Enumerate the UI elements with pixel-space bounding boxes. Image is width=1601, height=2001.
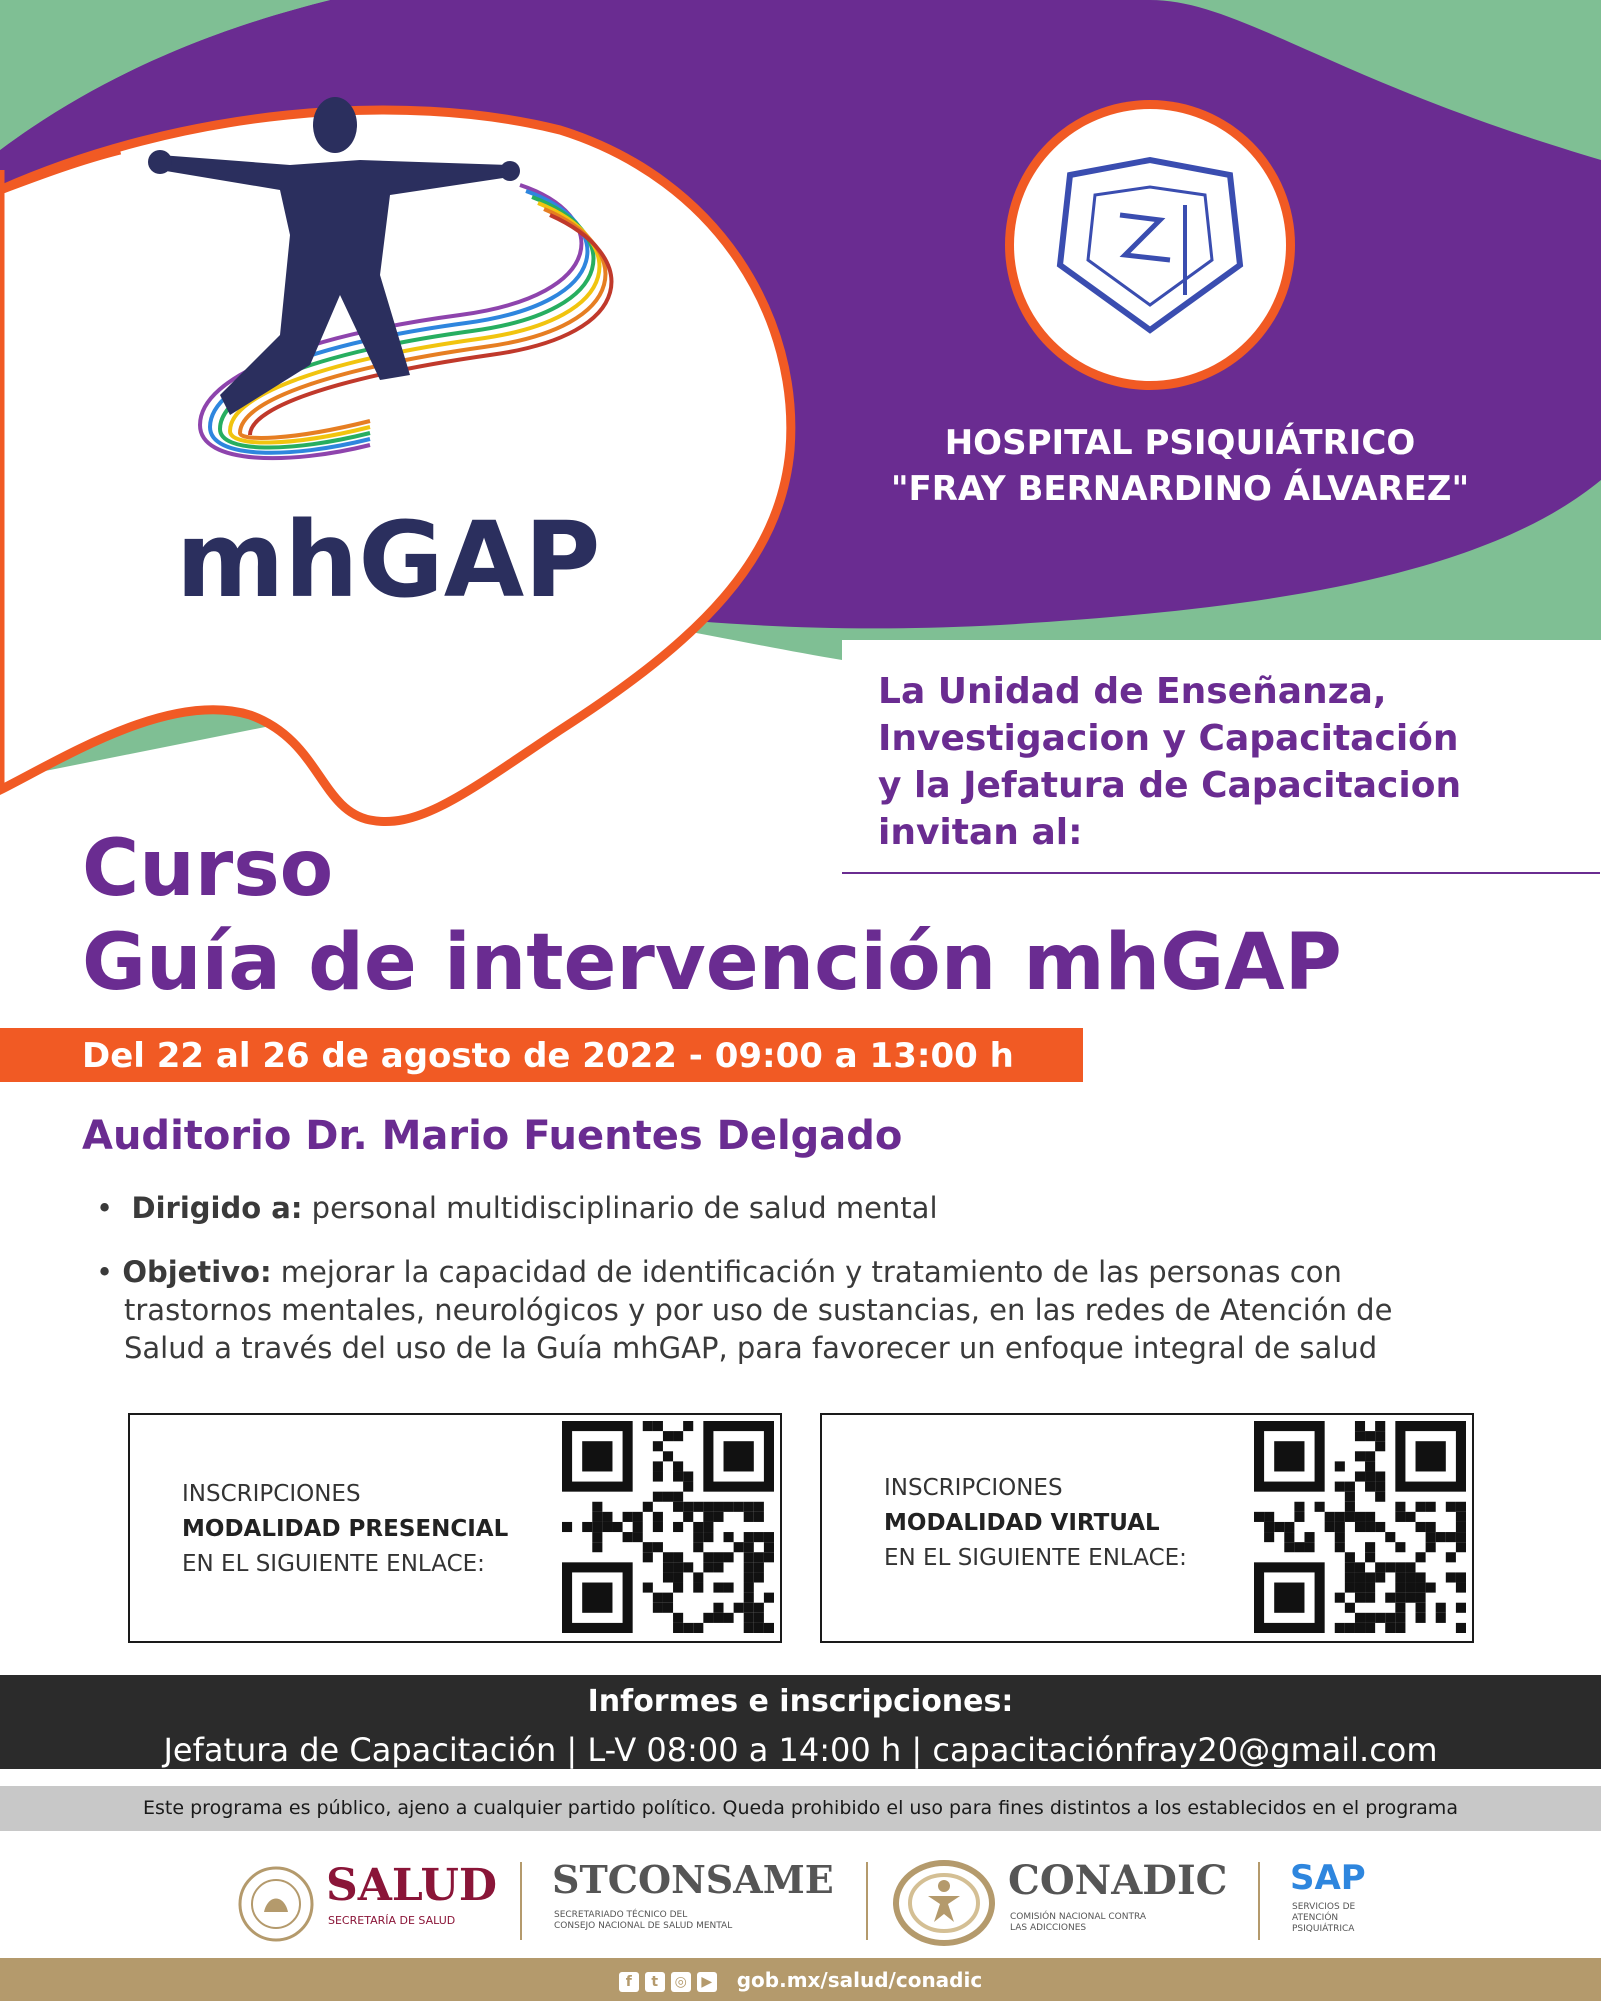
legal-disclaimer: Este programa es público, ajeno a cualquier partido político. Queda prohibido el uso para fines distintos a los establecidos en el programa	[143, 1797, 1458, 1819]
logo-separator	[1258, 1862, 1260, 1940]
objective-line3: Salud a través del uso de la Guía mhGAP, para favorecer un enfoque integral de salud	[124, 1331, 1378, 1365]
youtube-icon[interactable]: ▶	[697, 1972, 717, 1992]
sap-logo-subtitle	[1292, 1902, 1355, 1935]
mhgap-logo-icon	[130, 95, 650, 475]
salud-logo-text: SALUD	[326, 1860, 497, 1911]
course-venue: Auditorio Dr. Mario Fuentes Delgado	[82, 1113, 903, 1159]
conadic-sub1: COMISIÓN NACIONAL CONTRA	[1010, 1912, 1146, 1922]
qr-code-virtual-icon[interactable]	[1254, 1421, 1466, 1633]
qr-code-presencial-icon[interactable]	[562, 1421, 774, 1633]
objective-line2: trastornos mentales, neurológicos y por uso de sustancias, en las redes de Atención de	[124, 1293, 1393, 1327]
stconsame-sub2: CONSEJO NACIONAL DE SALUD MENTAL	[554, 1921, 733, 1931]
footer-logos	[0, 1840, 1601, 1960]
mhgap-logo-text: mhGAP	[176, 499, 601, 621]
registration-mode-label: MODALIDAD PRESENCIAL	[182, 1516, 509, 1542]
objective-bullet	[96, 1253, 1486, 1367]
conadic-logo-subtitle	[1010, 1912, 1146, 1934]
sap-sub1: SERVICIOS DE	[1292, 1902, 1356, 1912]
hospital-name-line2: "FRAY BERNARDINO ÁLVAREZ"	[890, 469, 1470, 509]
stconsame-logo-text: STCONSAME	[552, 1857, 834, 1902]
conadic-logo-text: CONADIC	[1008, 1857, 1228, 1904]
stconsame-sub1: SECRETARIADO TÉCNICO DEL	[554, 1910, 688, 1920]
bullet-dot: •	[96, 1255, 123, 1289]
facebook-icon[interactable]: f	[619, 1972, 639, 1992]
mexico-coat-of-arms-icon	[236, 1864, 316, 1944]
stconsame-logo-subtitle	[554, 1910, 732, 1932]
sap-logo-text: SAP	[1290, 1858, 1366, 1898]
sap-sub2: ATENCIÓN	[1292, 1913, 1339, 1923]
info-title: Informes e inscripciones:	[587, 1684, 1014, 1719]
hospital-name-line1: HOSPITAL PSIQUIÁTRICO	[944, 423, 1416, 463]
conadic-emblem-icon	[892, 1858, 996, 1948]
registration-mode-label: MODALIDAD VIRTUAL	[884, 1510, 1160, 1536]
audience-text: personal multidisciplinario de salud mental	[311, 1191, 938, 1225]
registration-line3: EN EL SIGUIENTE ENLACE:	[884, 1545, 1187, 1571]
registration-mode	[182, 1512, 508, 1547]
conadic-sub2: LAS ADICCIONES	[1010, 1923, 1087, 1933]
invitation-line3: y la Jefatura de Capacitacion	[878, 765, 1462, 806]
sap-sub3: PSIQUIÁTRICA	[1292, 1924, 1355, 1934]
website-link[interactable]: gob.mx/salud/conadic	[736, 1968, 983, 1992]
hospital-name	[820, 420, 1540, 512]
registration-mode	[884, 1506, 1187, 1541]
bottom-links	[0, 1960, 1601, 2000]
info-contact: Jefatura de Capacitación | L-V 08:00 a 14:00 h | capacitaciónfray20@gmail.com	[163, 1731, 1438, 1769]
audience-label: Dirigido a:	[131, 1191, 303, 1225]
course-title-line2: Guía de intervención mhGAP	[82, 918, 1342, 1008]
registration-text	[182, 1477, 508, 1582]
bullet-dot: •	[96, 1191, 132, 1225]
hospital-seal-icon	[1000, 95, 1300, 395]
logo-separator	[866, 1862, 868, 1940]
instagram-icon[interactable]: ◎	[671, 1972, 691, 1992]
objective-line1: mejorar la capacidad de identificación y tratamiento de las personas con	[280, 1255, 1342, 1289]
course-title-line1: Curso	[82, 824, 334, 914]
invitation-line2: Investigacion y Capacitación	[878, 718, 1459, 759]
registration-line1: INSCRIPCIONES	[884, 1475, 1063, 1501]
course-date: Del 22 al 26 de agosto de 2022 - 09:00 a 13:00 h	[82, 1036, 1014, 1076]
registration-box-virtual	[820, 1413, 1474, 1643]
invitation-line4: invitan al:	[878, 812, 1083, 853]
registration-line1: INSCRIPCIONES	[182, 1481, 361, 1507]
logo-separator	[520, 1862, 522, 1940]
course-title	[82, 822, 1342, 1010]
twitter-icon[interactable]: t	[645, 1972, 665, 1992]
salud-logo-subtitle: SECRETARÍA DE SALUD	[328, 1914, 456, 1927]
invitation-line1: La Unidad de Enseñanza,	[878, 671, 1387, 712]
registration-text	[884, 1471, 1187, 1576]
objective-label: Objetivo:	[122, 1255, 272, 1289]
audience-bullet	[96, 1189, 938, 1227]
registration-box-presencial	[128, 1413, 782, 1643]
registration-line3: EN EL SIGUIENTE ENLACE:	[182, 1551, 485, 1577]
